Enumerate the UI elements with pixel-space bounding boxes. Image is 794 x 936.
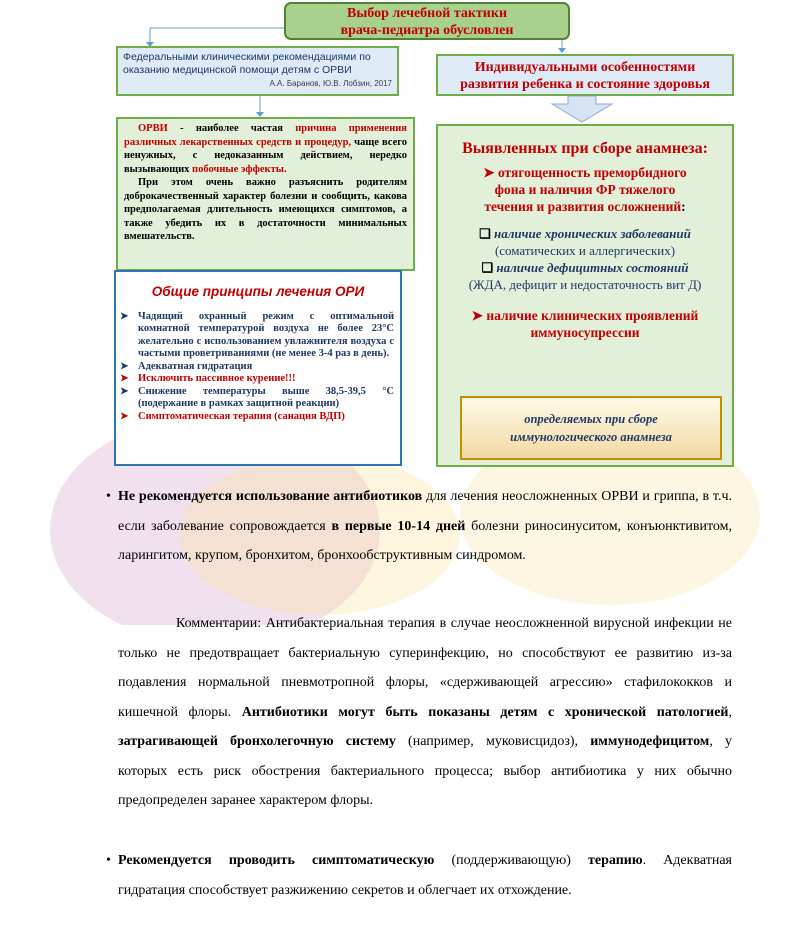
arrow-bullet-icon: ➤ bbox=[120, 410, 129, 422]
immuno-line2: иммуносупрессии bbox=[530, 325, 640, 340]
c-bold1: Антибиотики могут быть показаны детям с хронической патологией bbox=[241, 704, 729, 720]
b2-text2: . Адекватная гидратация способствует разжижению секретов и облегчает их отхождение. bbox=[118, 853, 732, 898]
header-box bbox=[284, 2, 570, 40]
paragraph-antibiotics bbox=[106, 482, 733, 571]
anamnesis-title: Выявленных при сборе анамнеза: bbox=[462, 140, 708, 157]
chronic-text: наличие хронических заболеваний bbox=[494, 226, 691, 241]
orvi-text-d: побочные эффекты. bbox=[192, 163, 287, 175]
b2-text1: (поддерживающую) bbox=[434, 853, 589, 868]
c-text4: , у которых есть риск обострения бактериального процесса; выбор антибиотика у них обычно предопределен заранее характером флоры. bbox=[118, 734, 733, 808]
header-title-line1: Выбор лечебной тактики bbox=[346, 6, 508, 21]
c-text1: Комментарии: Антибактериальная терапия в случае неосложненной вирусной инфекции не только не предотвращает бактериальную суперинфекцию, но способствуют ее развитию из-за подавления нормальной пневмотропной флоры, «сдерживающей агрессию» стафилококков и кишечной флоры. bbox=[118, 616, 732, 720]
principles-title: Общие принципы лечения ОРИ bbox=[151, 284, 365, 299]
b1-text2: болезни риносинуситом, конъюнктивитом, ларингитом, крупом, бронхитом, бронхообструктивным синдромом. bbox=[118, 518, 733, 563]
arrow-bullet-icon: ➤ bbox=[120, 373, 129, 384]
header-title-line2: врача-педиатра обусловлен bbox=[340, 23, 514, 38]
orvi-paragraph-1 bbox=[124, 122, 407, 176]
paragraph-comments bbox=[118, 609, 732, 816]
principle-item bbox=[120, 310, 394, 361]
arrow-bullet-icon: ➤ bbox=[120, 385, 129, 397]
principle-item bbox=[120, 385, 394, 411]
federal-guidelines-box bbox=[116, 46, 399, 96]
b1-bold2: в первые 10-14 дней bbox=[331, 518, 466, 534]
checkbox-square-icon: ❑ bbox=[479, 226, 495, 241]
principles-list bbox=[116, 311, 400, 424]
bottom-line2: иммунологического анамнеза bbox=[510, 430, 672, 444]
deficit-text: наличие дефицитных состояний bbox=[496, 260, 689, 275]
chronic-sub: (соматических и аллергических) bbox=[494, 243, 676, 258]
c-text2: , bbox=[728, 704, 732, 720]
federal-authors: А.А. Баранов, Ю.В. Лобзин, 2017 bbox=[269, 79, 392, 88]
chronic-item bbox=[438, 225, 732, 242]
individual-features-box bbox=[436, 54, 734, 96]
anamnesis-item-1 bbox=[438, 164, 732, 215]
federal-text: Федеральными клиническими рекомендациями по оказанию медицинской помощи детям с ОРВИ bbox=[123, 51, 371, 76]
arrow-bullet-icon: ➤ bbox=[120, 310, 129, 322]
principle-text: Снижение температуры выше 38,5-39,5 °С (подержание в рамках защитной реакции) bbox=[138, 385, 394, 409]
principle-item bbox=[120, 360, 394, 374]
b2-bold2: терапию bbox=[588, 853, 643, 868]
individual-line2: развития ребенка и состояние здоровья bbox=[460, 77, 710, 92]
b2-bold1: Рекомендуется проводить симптоматическую bbox=[118, 853, 435, 868]
b1-text1: для лечения неосложненных ОРВИ и гриппа, в т.ч. если заболевание сопровождается bbox=[118, 489, 733, 534]
orvi-text-a: - наиболее частая bbox=[167, 123, 296, 134]
item1-line2: фона и наличия ФР тяжелого bbox=[494, 182, 676, 197]
arrow-bullet-icon: ➤ bbox=[120, 360, 129, 372]
arrow-bullet-icon: ➤ bbox=[483, 165, 498, 180]
principle-text: Исключить пассивное курение!!! bbox=[138, 373, 296, 384]
c-bold3: иммунодефицитом bbox=[590, 734, 710, 749]
immuno-item bbox=[438, 307, 732, 341]
principle-item bbox=[120, 373, 394, 386]
principle-item bbox=[120, 410, 394, 424]
checkbox-square-icon: ❑ bbox=[481, 260, 497, 275]
immuno-line1: наличие клинических проявлений bbox=[486, 308, 699, 323]
deficit-sub: (ЖДА, дефицит и недостаточность вит Д) bbox=[468, 277, 702, 292]
arrow-bullet-icon: ➤ bbox=[471, 308, 487, 323]
principle-text: Чадящий охранный режим с оптимальной комнатной температурой воздуха не более 23°С желательно с использованием увлажнителя воздуха с частыми проветриваниями (не менее 3-4 раз в день). bbox=[138, 310, 394, 359]
b1-bold1: Не рекомендуется использование антибиотиков bbox=[118, 489, 423, 504]
bullet-dot-icon: • bbox=[106, 853, 111, 868]
orvi-text-c: чаще всего ненужных, с недоказанным действием, нередко вызывающих bbox=[124, 136, 407, 175]
paragraph-symptomatic bbox=[106, 846, 732, 905]
orvi-paragraph-2: При этом очень важно разъяснить родителям доброкачественный характер болезни и сообщить, какова предполагаемая длительность имеющихся симптомов, а также убедить их в достаточности минимальных вмешательств. bbox=[124, 177, 407, 242]
c-bold2: затрагивающей бронхолегочную систему bbox=[118, 734, 396, 749]
orvi-text-b: причина применения различных лекарственных средств и процедур, bbox=[124, 123, 407, 148]
bottom-line1: определяемых при сборе bbox=[524, 412, 658, 426]
deficit-item bbox=[438, 259, 732, 276]
item1-line1: отягощенность преморбидного bbox=[497, 165, 687, 180]
item1-line3: течения и развития осложнений bbox=[484, 199, 682, 214]
principle-text: Симптоматическая терапия (санация ВДП) bbox=[138, 410, 345, 422]
individual-line1: Индивидуальными особенностями bbox=[474, 60, 696, 75]
treatment-principles-box bbox=[114, 270, 402, 466]
c-text3: (например, муковисцидоз), bbox=[395, 734, 591, 749]
bullet-dot-icon: • bbox=[106, 489, 111, 504]
immunological-box bbox=[460, 396, 722, 460]
item1-colon: : bbox=[681, 199, 686, 214]
principle-text: Адекватная гидратация bbox=[138, 360, 253, 372]
orvi-info-box bbox=[116, 117, 415, 271]
orvi-term: ОРВИ bbox=[138, 123, 168, 134]
